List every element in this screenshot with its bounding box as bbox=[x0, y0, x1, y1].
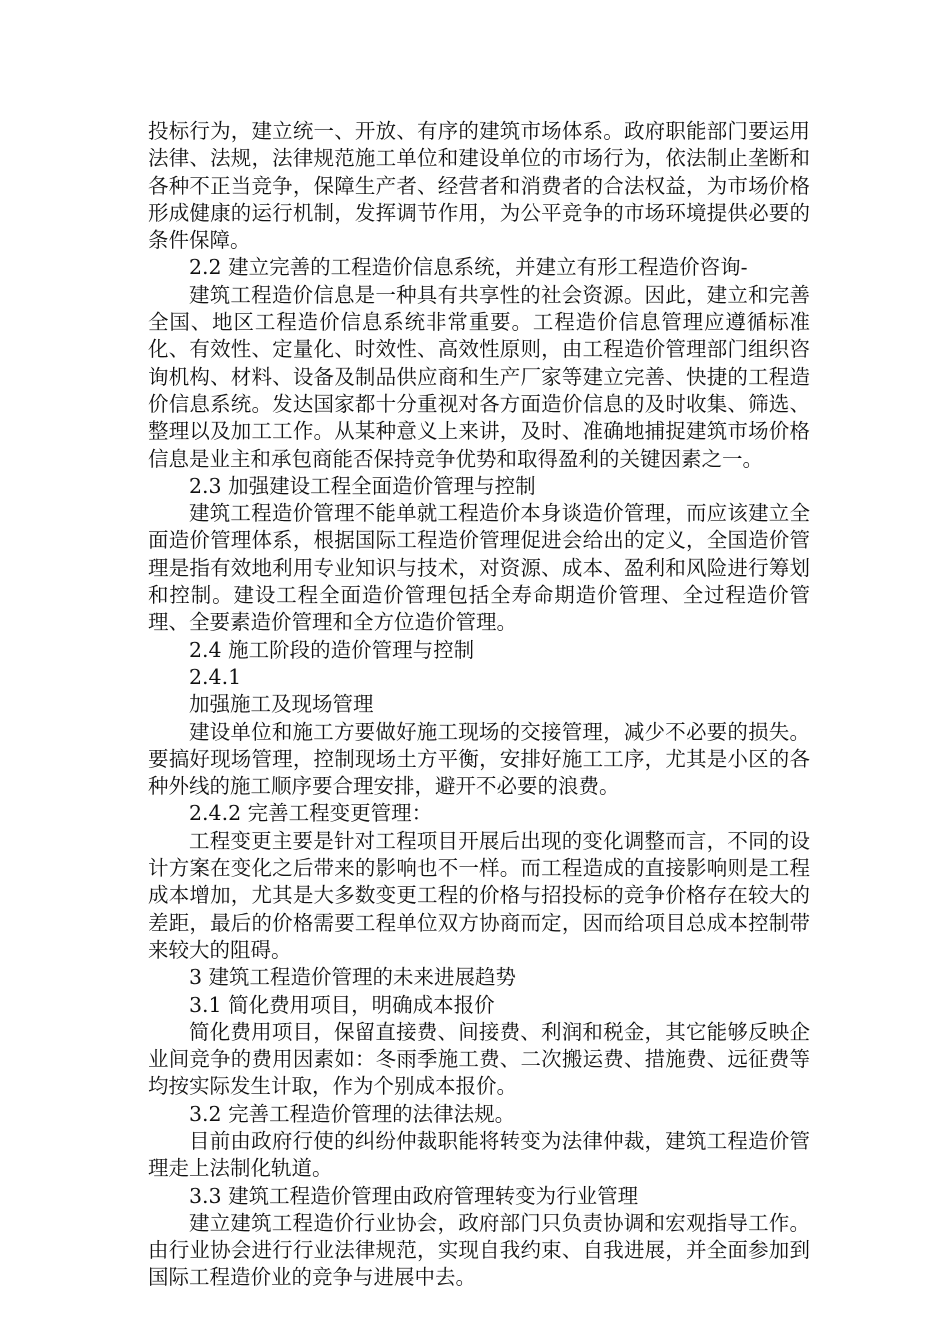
heading-3-1: 3.1 简化费用项目，明确成本报价 bbox=[189, 992, 495, 1017]
heading-3-3: 3.3 建筑工程造价管理由政府管理转变为行业管理 bbox=[189, 1183, 639, 1208]
paragraph-legal-framework: 目前由政府行使的纠纷仲裁职能将转变为法律仲裁，建筑工程造价管理走上法制化轨道。 bbox=[148, 1128, 810, 1181]
heading-2-4-1-title: 加强施工及现场管理 bbox=[189, 692, 374, 717]
heading-2-4: 2.4 施工阶段的造价管理与控制 bbox=[189, 637, 475, 662]
paragraph-site-management: 建设单位和施工方要做好施工现场的交接管理，减少不必要的损失。要搞好现场管理，控制现场土方平衡，安排好施工工序，尤其是小区的各种外线的施工顺序要合理安排，避开不必要的浪费。 bbox=[148, 719, 810, 799]
paragraph-change-management: 工程变更主要是针对工程项目开展后出现的变化调整而言，不同的设计方案在变化之后带来的影响也不一样。而工程造成的直接影响则是工程成本增加，尤其是大多数变更工程的价格与招投标的竞争价格存在较大的差距，最后的价格需要工程单位双方协商而定，因而给项目总成本控制带来较大的阻碍。 bbox=[148, 828, 810, 962]
paragraph-market-system: 投标行为，建立统一、开放、有序的建筑市场体系。政府职能部门要运用法律、法规，法律规范施工单位和建设单位的市场行为，依法制止垄断和各种不正当竞争，保障生产者、经营者和消费者的合法权益，为市场价格形成健康的运行机制，发挥调节作用，为公平竞争的市场环境提供必要的条件保障。 bbox=[148, 119, 810, 253]
heading-2-3: 2.3 加强建设工程全面造价管理与控制 bbox=[189, 473, 536, 498]
heading-2-4-1-number: 2.4.1 bbox=[189, 664, 242, 689]
paragraph-industry-association: 建立建筑工程造价行业协会，政府部门只负责协调和宏观指导工作。由行业协会进行行业法律规范，实现自我约束、自我进展，并全面参加到国际工程造价业的竞争与进展中去。 bbox=[148, 1210, 810, 1290]
heading-3: 3 建筑工程造价管理的未来进展趋势 bbox=[189, 965, 517, 990]
paragraph-simplify-fees: 简化费用项目，保留直接费、间接费、利润和税金，其它能够反映企业间竞争的费用因素如：冬雨季施工费、二次搬运费、措施费、远征费等均按实际发生计取，作为个别成本报价。 bbox=[148, 1019, 810, 1099]
paragraph-info-system: 建筑工程造价信息是一种具有共享性的社会资源。因此，建立和完善全国、地区工程造价信息系统非常重要。工程造价信息管理应遵循标准化、有效性、定量化、时效性、高效性原则，由工程造价管理部门组织咨询机构、材料、设备及制品供应商和生产厂家等建立完善、快捷的工程造价信息系统。发达国家都十分重视对各方面造价信息的及时收集、筛选、整理以及加工工作。从某种意义上来讲，及时、准确地捕捉建筑市场价格信息是业主和承包商能否保持竞争优势和取得盈利的关键因素之一。 bbox=[148, 282, 810, 471]
heading-3-2: 3.2 完善工程造价管理的法律法规。 bbox=[189, 1101, 516, 1126]
heading-2-4-2: 2.4.2 完善工程变更管理： bbox=[189, 801, 433, 826]
paragraph-full-cost-management: 建筑工程造价管理不能单就工程造价本身谈造价管理，而应该建立全面造价管理体系，根据国际工程造价管理促进会给出的定义，全国造价管理是指有效地利用专业知识与技术，对资源、成本、盈利和风险进行筹划和控制。建设工程全面造价管理包括全寿命期造价管理、全过程造价管理、全要素造价管理和全方位造价管理。 bbox=[148, 501, 810, 635]
heading-2-2: 2.2 建立完善的工程造价信息系统，并建立有形工程造价咨询- bbox=[189, 255, 748, 280]
document-body bbox=[148, 118, 810, 1292]
